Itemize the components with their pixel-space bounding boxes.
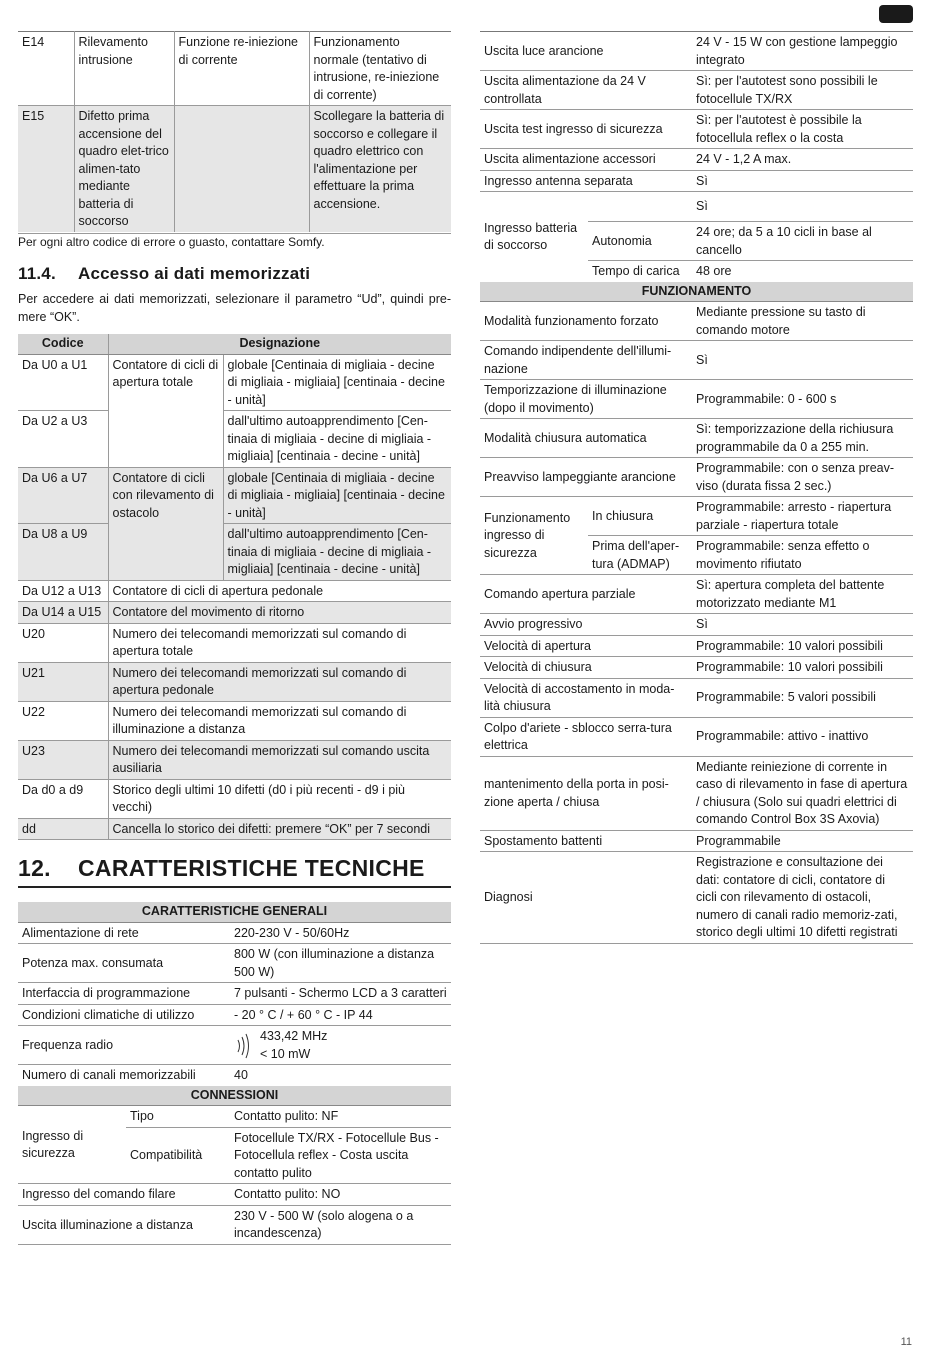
spec-value bbox=[230, 1026, 451, 1065]
spec-label: Spostamento battenti bbox=[480, 830, 692, 852]
spec-value: 230 V - 500 W (solo alogena o a incandescenza) bbox=[230, 1205, 451, 1244]
spec-label: Modalità funzionamento forzato bbox=[484, 313, 659, 328]
spec-value: Programmabile: 5 valori possibili bbox=[692, 678, 913, 717]
section-heading-11-4 bbox=[18, 262, 451, 286]
data-text: Numero dei telecomandi memorizzati sul comando uscita ausiliaria bbox=[108, 740, 451, 779]
spec-label: Uscita luce arancione bbox=[484, 43, 604, 58]
spec-value: Programmabile: 10 valori possibili bbox=[692, 635, 913, 657]
table-row bbox=[480, 657, 913, 679]
spec-sublabel: Prima dell'aper-tura (ADMAP) bbox=[588, 536, 692, 575]
table-row bbox=[18, 779, 451, 818]
data-code: Da U8 a U9 bbox=[18, 524, 108, 581]
table-row bbox=[18, 1065, 451, 1086]
spec-sublabel: Tipo bbox=[130, 1109, 154, 1124]
spec-label: Temporizzazione di illuminazione (dopo il movimento) bbox=[480, 380, 692, 419]
table-row bbox=[480, 614, 913, 636]
spec-label: Uscita alimentazione da 24 V controllata bbox=[480, 71, 692, 110]
data-text: Contatore del movimento di ritorno bbox=[108, 602, 451, 624]
table-row bbox=[480, 380, 913, 419]
error-code-table bbox=[18, 31, 451, 232]
table-row bbox=[18, 354, 451, 411]
table-header-row bbox=[18, 902, 451, 922]
table-row bbox=[18, 662, 451, 701]
data-text: Numero dei telecomandi memorizzati sul comando di apertura pedonale bbox=[108, 662, 451, 701]
spec-value: Sì bbox=[692, 341, 913, 380]
table-row bbox=[18, 1205, 451, 1244]
error-description: Rilevamento intrusione bbox=[74, 32, 174, 106]
spec-value: Mediante pressione su tasto di comando motore bbox=[696, 305, 866, 337]
data-code: U21 bbox=[18, 662, 108, 701]
left-column bbox=[18, 31, 451, 1245]
spec-value: Mediante reiniezione di corrente in caso di rilevamento in fase di apertura / chiusura (Solo sui quadri elettrici di comando Control Box 3S Axovia) bbox=[692, 756, 913, 830]
spec-label: Velocità di chiusura bbox=[480, 657, 692, 679]
table-row bbox=[480, 830, 913, 852]
table-row bbox=[480, 32, 913, 71]
spec-label: Velocità di apertura bbox=[480, 635, 692, 657]
data-code: Da U0 a U1 bbox=[22, 357, 88, 372]
spec-label: Velocità di accostamento in moda-lità chiusura bbox=[480, 678, 692, 717]
table-row bbox=[480, 852, 913, 944]
spec-label: mantenimento della porta in posi-zione aperta / chiusa bbox=[480, 756, 692, 830]
table-row bbox=[480, 170, 913, 192]
data-code: Da d0 a d9 bbox=[18, 779, 108, 818]
table-row bbox=[18, 1004, 451, 1026]
spec-label: Ingresso di sicurezza bbox=[22, 1128, 84, 1161]
radio-power: < 10 mW bbox=[260, 1046, 311, 1061]
table-row bbox=[480, 756, 913, 830]
spec-sublabel: Tempo di carica bbox=[588, 261, 692, 282]
spec-value: Sì bbox=[692, 170, 913, 192]
connections-header: CONNESSIONI bbox=[18, 1086, 451, 1106]
spec-label: Numero di canali memorizzabili bbox=[18, 1065, 230, 1086]
spec-value: Contatto pulito: NF bbox=[234, 1109, 339, 1124]
spec-value: Sì: apertura completa del battente motorizzato mediante M1 bbox=[692, 575, 913, 614]
table-row bbox=[18, 467, 451, 524]
error-action: Scollegare la batteria di soccorso e collegare il quadro elettrico con l'alimentazione per effettuare la prima accensione. bbox=[309, 106, 451, 232]
table-row bbox=[18, 1026, 451, 1065]
table-row bbox=[480, 341, 913, 380]
spec-label: Frequenza radio bbox=[18, 1026, 230, 1065]
table-row bbox=[18, 32, 451, 106]
error-description: Difetto prima accensione del quadro elet-trico alimen-tato mediante batteria di soccorso bbox=[74, 106, 174, 232]
data-text: globale [Centinaia di migliaia - decine di migliaia - migliaia] [centinaia - decine - unità] bbox=[223, 354, 451, 411]
table-row bbox=[480, 110, 913, 149]
error-code: E14 bbox=[22, 35, 45, 49]
section-intro: Per accedere ai dati memorizzati, selezionare il parametro “Ud”, quindi pre-mere “OK”. bbox=[18, 292, 451, 324]
data-text: globale [Centinaia di migliaia - decine di migliaia - migliaia] [centinaia - decine - unità] bbox=[223, 467, 451, 524]
data-text: Storico degli ultimi 10 difetti (d0 i più recenti - d9 i più vecchi) bbox=[108, 779, 451, 818]
spec-value: Sì: per l'autotest sono possibili le fotocellule TX/RX bbox=[692, 71, 913, 110]
page-language-tab bbox=[879, 5, 913, 23]
table-row bbox=[480, 149, 913, 171]
spec-label: Condizioni climatiche di utilizzo bbox=[18, 1004, 230, 1026]
spec-value: 24 V - 15 W con gestione lampeggio integrato bbox=[696, 35, 898, 67]
data-code: U20 bbox=[18, 623, 108, 662]
section-number: 12. bbox=[18, 855, 51, 882]
table-row bbox=[480, 717, 913, 756]
spec-value: Contatto pulito: NO bbox=[230, 1184, 451, 1206]
table-row bbox=[480, 497, 913, 536]
spec-label: Ingresso del comando filare bbox=[18, 1184, 230, 1206]
error-cause: Funzione re-iniezione di corrente bbox=[174, 32, 309, 106]
spec-value: Fotocellule TX/RX - Fotocellule Bus - Fotocellula reflex - Costa uscita contatto pulito bbox=[230, 1127, 451, 1184]
table-row bbox=[18, 944, 451, 983]
data-code: Da U14 a U15 bbox=[18, 602, 108, 624]
spec-value: 7 pulsanti - Schermo LCD a 3 caratteri bbox=[230, 983, 451, 1005]
error-note: Per ogni altro codice di errore o guasto, contattare Somfy. bbox=[18, 233, 451, 251]
data-code: U23 bbox=[18, 740, 108, 779]
spec-value: 24 ore; da 5 a 10 cicli in base al cancello bbox=[692, 222, 913, 261]
section-title: Accesso ai dati memorizzati bbox=[78, 264, 311, 284]
spec-label: Uscita test ingresso di sicurezza bbox=[480, 110, 692, 149]
spec-value: Registrazione e consultazione dei dati: contatore di cicli, contatore di cicli con rilevamento di ostacoli, numero di canali radio memoriz-zati, storico degli ultimi 10 difetti registrati bbox=[692, 852, 913, 944]
spec-label: Uscita alimentazione accessori bbox=[480, 149, 692, 171]
spec-value: 48 ore bbox=[692, 261, 913, 282]
table-row bbox=[18, 818, 451, 840]
radio-waves-icon bbox=[234, 1032, 252, 1060]
section-title: CARATTERISTICHE TECNICHE bbox=[78, 855, 425, 882]
radio-frequency: 433,42 MHz bbox=[260, 1029, 328, 1044]
general-specs-table bbox=[18, 902, 451, 1245]
stored-data-table bbox=[18, 334, 451, 840]
spec-value: Sì: per l'autotest è possibile la fotocellula reflex o la costa bbox=[692, 110, 913, 149]
data-group-label: Contatore di cicli con rilevamento di ostacolo bbox=[108, 467, 223, 580]
data-code: Da U12 a U13 bbox=[18, 580, 108, 602]
spec-label: Interfaccia di programmazione bbox=[18, 983, 230, 1005]
spec-value: Programmabile: attivo - inattivo bbox=[692, 717, 913, 756]
spec-label: Diagnosi bbox=[480, 852, 692, 944]
error-cause bbox=[174, 106, 309, 232]
spec-value: Sì bbox=[692, 192, 913, 222]
data-text: Numero dei telecomandi memorizzati sul comando di apertura totale bbox=[108, 623, 451, 662]
spec-value: 24 V - 1,2 A max. bbox=[692, 149, 913, 171]
table-row bbox=[18, 106, 451, 232]
data-text: Contatore di cicli di apertura pedonale bbox=[108, 580, 451, 602]
data-code: dd bbox=[18, 818, 108, 840]
header-designation: Designazione bbox=[108, 334, 451, 354]
table-row bbox=[480, 458, 913, 497]
data-text: dall'ultimo autoapprendimento [Cen-tinaia di migliaia - decine di migliaia - migliaia] [centinaia - decine - unità] bbox=[223, 524, 451, 581]
spec-label: Colpo d'ariete - sblocco serra-tura elettrica bbox=[480, 717, 692, 756]
spec-sublabel: Autonomia bbox=[588, 222, 692, 261]
spec-label: Alimentazione di rete bbox=[22, 925, 139, 940]
table-row bbox=[480, 575, 913, 614]
table-row bbox=[18, 411, 451, 468]
spec-sublabel: In chiusura bbox=[588, 497, 692, 536]
spec-label: Ingresso antenna separata bbox=[480, 170, 692, 192]
operation-header: FUNZIONAMENTO bbox=[480, 282, 913, 302]
data-text: Numero dei telecomandi memorizzati sul comando di illuminazione a distanza bbox=[108, 701, 451, 740]
data-code: Da U2 a U3 bbox=[18, 411, 108, 468]
table-row bbox=[480, 678, 913, 717]
spec-value: Programmabile: arresto - riapertura parziale - riapertura totale bbox=[692, 497, 913, 536]
table-header-row bbox=[480, 282, 913, 302]
section-number: 11.4. bbox=[18, 264, 56, 284]
spec-label: Uscita illuminazione a distanza bbox=[18, 1205, 230, 1244]
right-specs-table bbox=[480, 31, 913, 944]
table-row bbox=[480, 71, 913, 110]
table-row bbox=[18, 701, 451, 740]
spec-sublabel: Compatibilità bbox=[126, 1127, 230, 1184]
general-header: CARATTERISTICHE GENERALI bbox=[18, 902, 451, 922]
spec-label: Comando indipendente dell'illumi-nazione bbox=[480, 341, 692, 380]
table-row bbox=[18, 922, 451, 944]
table-row bbox=[18, 983, 451, 1005]
spec-label: Comando apertura parziale bbox=[480, 575, 692, 614]
data-code: Da U6 a U7 bbox=[18, 467, 108, 524]
spec-label: Modalità chiusura automatica bbox=[480, 419, 692, 458]
spec-value: Programmabile: con o senza preav-viso (durata fissa 2 sec.) bbox=[692, 458, 913, 497]
data-text: dall'ultimo autoapprendimento [Cen-tinaia di migliaia - decine di migliaia - migliaia] [centinaia - decine - unità] bbox=[223, 411, 451, 468]
data-group-label: Contatore di cicli di apertura totale bbox=[108, 354, 223, 467]
table-row bbox=[480, 192, 913, 222]
spec-label: Potenza max. consumata bbox=[18, 944, 230, 983]
spec-value: 800 W (con illuminazione a distanza 500 W) bbox=[230, 944, 451, 983]
data-code: U22 bbox=[18, 701, 108, 740]
table-row bbox=[18, 580, 451, 602]
table-row bbox=[480, 302, 913, 341]
spec-value: Programmabile: 10 valori possibili bbox=[692, 657, 913, 679]
spec-value: - 20 ° C / + 60 ° C - IP 44 bbox=[230, 1004, 451, 1026]
spec-label: Avvio progressivo bbox=[480, 614, 692, 636]
spec-value: Sì: temporizzazione della richiusura programmabile da 0 a 255 min. bbox=[692, 419, 913, 458]
table-row bbox=[18, 623, 451, 662]
spec-label: Preavviso lampeggiante arancione bbox=[480, 458, 692, 497]
table-row bbox=[480, 635, 913, 657]
spec-value: 220-230 V - 50/60Hz bbox=[234, 925, 350, 940]
empty-cell bbox=[588, 192, 692, 222]
table-header-row bbox=[18, 1086, 451, 1106]
spec-value: Programmabile: 0 - 600 s bbox=[692, 380, 913, 419]
table-header-row bbox=[18, 334, 451, 354]
section-heading-12 bbox=[18, 852, 451, 888]
data-text: Cancella lo storico dei difetti: premere “OK” per 7 secondi bbox=[108, 818, 451, 840]
spec-value: 40 bbox=[230, 1065, 451, 1086]
spec-label: Ingresso batteria di soccorso bbox=[480, 192, 588, 282]
spec-value: Programmabile: senza effetto o movimento rifiutato bbox=[692, 536, 913, 575]
table-row bbox=[18, 740, 451, 779]
spec-value: Sì bbox=[692, 614, 913, 636]
table-row bbox=[480, 419, 913, 458]
right-column bbox=[480, 31, 913, 944]
header-code: Codice bbox=[18, 334, 108, 354]
error-action: Funzionamento normale (tentativo di intrusione, re-iniezione di corrente) bbox=[309, 32, 451, 106]
spec-value: Programmabile bbox=[692, 830, 913, 852]
table-row bbox=[18, 602, 451, 624]
table-row bbox=[18, 524, 451, 581]
table-row bbox=[18, 1106, 451, 1128]
spec-label: Funzionamento ingresso di sicurezza bbox=[480, 497, 588, 575]
table-row bbox=[18, 1184, 451, 1206]
page-number: 11 bbox=[900, 1336, 912, 1348]
error-code: E15 bbox=[18, 106, 74, 232]
